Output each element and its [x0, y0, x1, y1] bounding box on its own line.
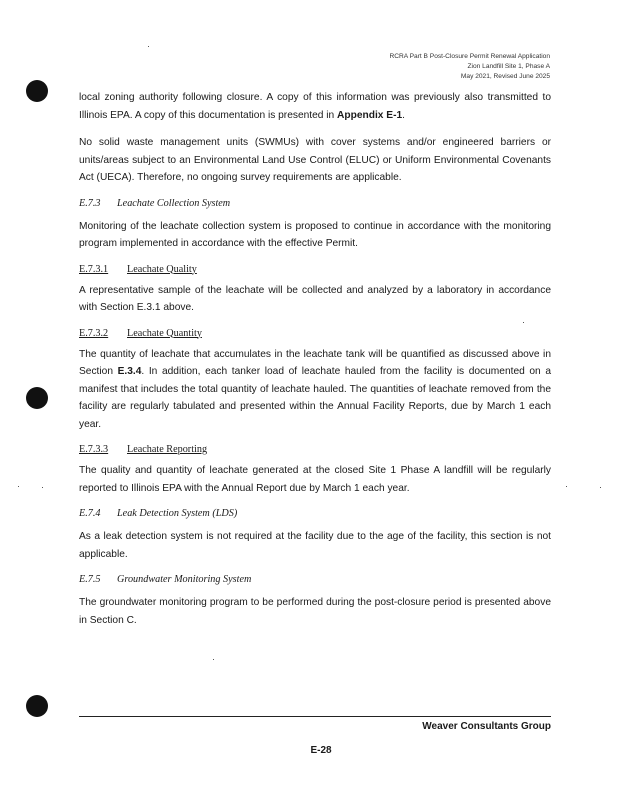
paragraph-e732: The quantity of leachate that accumulates in the leachate tank will be quantified as discussed above in Section E.3.4. In addition, each tanker load of leachate hauled from the facility is documented on a manifest that includes the total quantity of leachate hauled. The quantities of leachate removed from the facility are regularly tabulated and presented within the Annual Facility Reports, due by March 1 each year. — [79, 348, 552, 430]
scan-speck — [148, 46, 149, 47]
header-date: May 2021, Revised June 2025 — [460, 73, 550, 80]
footer-divider — [79, 716, 551, 717]
heading-e733: E.7.3.3 Leachate Reporting — [79, 444, 208, 455]
scan-speck — [213, 659, 214, 660]
heading-e732: E.7.3.2 Leachate Quantity — [79, 327, 202, 339]
heading-e731: E.7.3.1 Leachate Quality — [79, 263, 197, 275]
document-header — [389, 52, 550, 82]
paragraph-zoning: local zoning authority following closure. A copy of this information was previously also transmitted to Illinois EPA. A copy of this documentation is presented in Appendix E-1. — [79, 92, 551, 121]
heading-e73: E.7.3 Leachate Collection System — [79, 197, 231, 209]
scan-speck — [566, 486, 567, 487]
scan-speck — [42, 487, 43, 488]
paragraph-swmu: No solid waste management units (SWMUs) with cover systems and/or engineered barriers or units/areas subject to an Environmental Land Use Control (ELUC) or Uniform Environmental Covenants Act (UECA). Therefore, no ongoing survey requirements are applicable. — [79, 137, 551, 183]
page-content — [79, 89, 551, 639]
header-title: RCRA Part B Post-Closure Permit Renewal Application — [389, 53, 550, 60]
paragraph-e75: The groundwater monitoring program to be performed during the post-closure period is presented above in Section C. — [79, 597, 551, 626]
paragraph-e731: A representative sample of the leachate will be collected and analyzed by a laboratory in accordance with Section E.3.1 above. — [79, 284, 551, 313]
footer-company: Weaver Consultants Group — [422, 721, 551, 732]
scan-speck — [18, 486, 19, 487]
appendix-reference: Appendix E-1 — [337, 109, 403, 121]
heading-e75: E.7.5 Groundwater Monitoring System — [79, 574, 252, 585]
binder-hole-middle — [26, 387, 48, 409]
binder-hole-top — [26, 80, 48, 102]
paragraph-e73: Monitoring of the leachate collection system is proposed to continue in accordance with the monitoring program implemented in accordance with the effective Permit. — [79, 220, 551, 249]
paragraph-e733: The quality and quantity of leachate generated at the closed Site 1 Phase A landfill will be regularly reported to Illinois EPA with the Annual Report due by March 1 each year. — [79, 465, 551, 494]
page-number: E-28 — [310, 745, 332, 756]
heading-e74: E.7.4 Leak Detection System (LDS) — [79, 508, 238, 519]
scan-speck — [600, 487, 601, 488]
paragraph-e74: As a leak detection system is not required at the facility due to the age of the facility, this section is not applicable. — [79, 531, 551, 560]
header-site: Zion Landfill Site 1, Phase A — [467, 63, 550, 70]
binder-hole-bottom — [26, 695, 48, 717]
